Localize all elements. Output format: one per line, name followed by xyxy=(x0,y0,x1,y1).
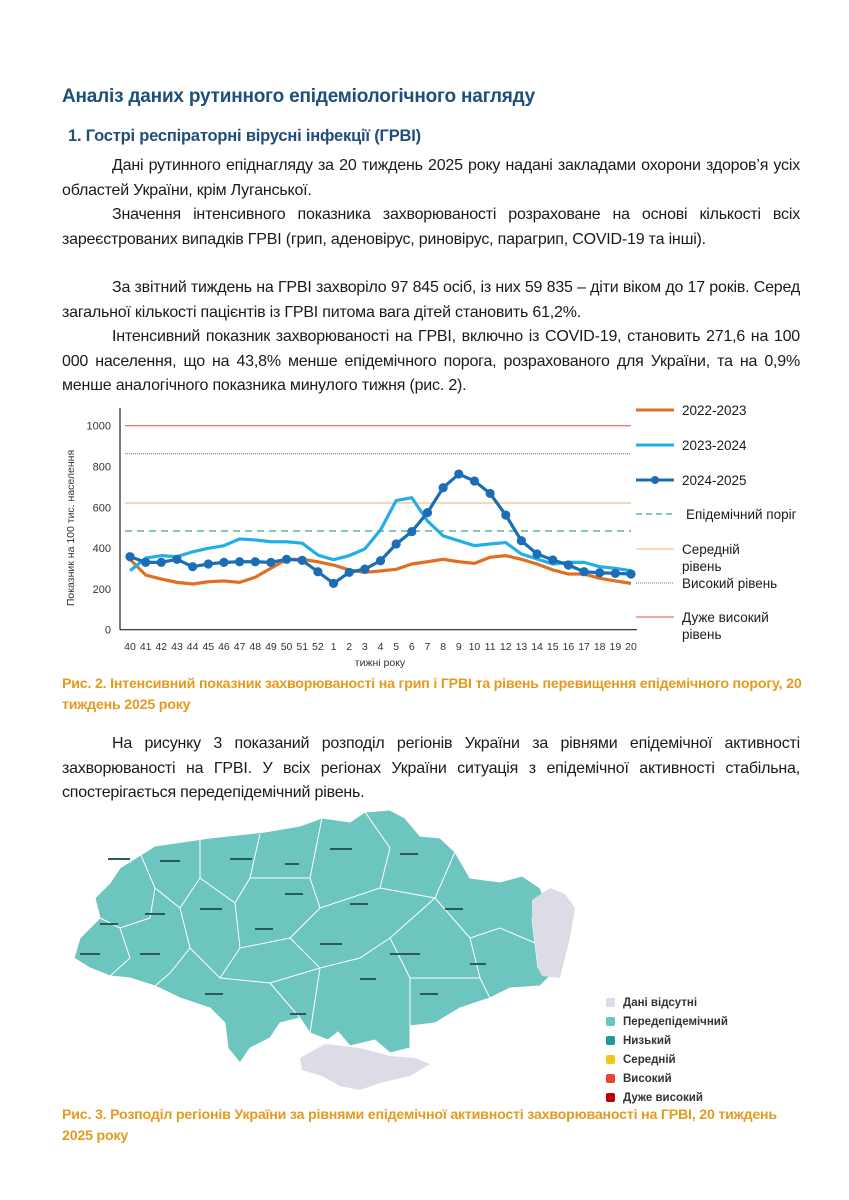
x-tick-label: 4 xyxy=(377,641,384,653)
map-territory-pre-epidemic xyxy=(74,810,550,1063)
paragraph-intensity: Інтенсивний показник захворюваності на ГРВІ, включно із COVID-19, становить 271,6 на 100 000 населення, що на 43,8% менше епідемічного порога, розрахованого для України, та на 0,9% менше аналогічного показника минулого тижня (рис. 2). xyxy=(62,328,800,394)
series-marker xyxy=(266,558,275,567)
x-tick-label: 41 xyxy=(139,641,152,653)
series-marker xyxy=(251,557,260,566)
paragraph-methodology: Значення інтенсивного показника захворюваності розраховане на основі кількості всіх зареєстрованих випадків ГРВІ (грип, аденовірус, риновірус, парагрип, COVID-19 та інші). xyxy=(62,206,800,248)
legend-swatch-purple-dotted-line xyxy=(636,575,676,589)
legend-item-2022-2023: 2022-2023 xyxy=(636,402,747,419)
x-tick-label: 2 xyxy=(346,641,353,653)
series-marker xyxy=(439,483,448,492)
y-tick-label: 200 xyxy=(92,583,111,596)
map-region-no-data-east xyxy=(532,888,575,978)
y-tick-label: 0 xyxy=(104,624,111,637)
series-marker xyxy=(548,555,557,564)
x-tick-label: 43 xyxy=(171,641,183,653)
series-marker xyxy=(376,556,385,565)
x-tick-label: 44 xyxy=(186,641,199,653)
map-legend-swatch-teal xyxy=(606,1036,615,1045)
x-tick-label: 13 xyxy=(515,641,528,653)
legend-swatch-orange-thin-line xyxy=(636,541,676,555)
series-marker xyxy=(298,556,307,565)
map-canvas xyxy=(60,808,580,1093)
series-marker xyxy=(532,549,541,558)
x-tick-label: 18 xyxy=(593,641,606,653)
x-tick-label: 47 xyxy=(233,641,246,653)
series-marker xyxy=(501,510,510,519)
series-marker xyxy=(517,536,526,545)
legend-swatch-orange-line xyxy=(636,402,676,416)
figure2-caption: Рис. 2. Інтенсивний показник захворюваності на грип і ГРВІ та рівень перевищення епідемічного порогу, 20 тиждень 2025 року xyxy=(62,676,802,713)
x-tick-label: 40 xyxy=(124,641,136,653)
series-marker xyxy=(423,508,432,517)
series-marker xyxy=(157,558,166,567)
map-legend-item-very-high: Дуже високий xyxy=(606,1088,728,1107)
y-tick-label: 600 xyxy=(92,502,111,515)
x-tick-label: 49 xyxy=(265,641,277,653)
map-region-no-data-south xyxy=(300,1044,430,1090)
x-tick-label: 17 xyxy=(578,641,590,653)
series-marker xyxy=(125,552,134,561)
legend-swatch-light-blue-line xyxy=(636,437,676,451)
legend-swatch-dark-blue-marker-line xyxy=(636,472,676,486)
x-tick-label: 52 xyxy=(312,641,324,653)
map-legend-item-high: Високий xyxy=(606,1069,728,1088)
x-tick-label: 3 xyxy=(361,641,368,653)
series-marker xyxy=(282,555,291,564)
series-marker xyxy=(485,489,494,498)
series-marker xyxy=(235,557,244,566)
series-marker xyxy=(345,568,354,577)
map-legend-swatch-yellow xyxy=(606,1055,615,1064)
x-tick-label: 10 xyxy=(468,641,481,653)
y-tick-label: 400 xyxy=(92,543,111,556)
paragraph-data-source: Дані рутинного епіднагляду за 20 тиждень 2025 року надані закладами охорони здоров’я усіх областей України, крім Луганської. xyxy=(62,157,800,199)
x-tick-label: 15 xyxy=(546,641,559,653)
map-legend-swatch-light-teal xyxy=(606,1017,615,1026)
map-legend-item-pre-epidemic: Передепідемічний xyxy=(606,1012,728,1031)
x-tick-label: 12 xyxy=(499,641,512,653)
x-tick-label: 19 xyxy=(609,641,622,653)
legend-item-medium-level: Середній рівень xyxy=(636,541,782,575)
x-tick-label: 1 xyxy=(330,641,337,653)
x-tick-label: 42 xyxy=(155,641,168,653)
x-tick-label: 11 xyxy=(484,641,496,653)
paragraph-regional-distribution: На рисунку 3 показаний розподіл регіонів України за рівнями епідемічної активності захворюваності на ГРВІ. У всіх регіонах України ситуація з епідемічної активності стабільна, спостерігається передепідемічний рівень. xyxy=(62,735,800,801)
ukraine-regions-map xyxy=(60,808,580,1093)
page-title: Аналіз даних рутинного епідеміологічного нагляду xyxy=(62,86,536,107)
series-marker xyxy=(219,558,228,567)
x-axis-label: тижні року xyxy=(354,657,406,669)
map-legend xyxy=(606,993,728,1107)
series-marker xyxy=(204,559,213,568)
series-marker xyxy=(595,568,604,577)
x-tick-label: 8 xyxy=(440,641,447,653)
x-tick-label: 9 xyxy=(455,641,462,653)
paragraph-case-counts: За звітний тиждень на ГРВІ захворіло 97 845 осіб, із них 59 835 – діти віком до 17 років. Серед загальної кількості пацієнтів із ГРВІ питома вага дітей становить 61,2%. xyxy=(62,279,800,321)
x-tick-label: 48 xyxy=(249,641,262,653)
series-marker xyxy=(407,527,416,536)
series-marker xyxy=(172,555,181,564)
series-marker xyxy=(313,567,322,576)
x-tick-label: 46 xyxy=(218,641,230,653)
x-tick-label: 16 xyxy=(562,641,575,653)
map-legend-item-medium: Середній xyxy=(606,1050,728,1069)
x-tick-label: 20 xyxy=(625,641,637,653)
map-legend-item-no-data: Дані відсутні xyxy=(606,993,728,1012)
legend-item-2023-2024: 2023-2024 xyxy=(636,437,747,454)
section-heading: 1. Гострі респіраторні вірусні інфекції (ГРВІ) xyxy=(68,127,421,145)
legend-item-epidemic-threshold: Епідемічний поріг xyxy=(636,506,802,523)
y-axis-label: Показник на 100 тис. населення xyxy=(65,449,77,607)
x-tick-label: 51 xyxy=(296,641,309,653)
map-legend-swatch-red xyxy=(606,1074,615,1083)
series-marker xyxy=(454,469,463,478)
legend-item-2024-2025: 2024-2025 xyxy=(636,472,747,489)
series-marker xyxy=(188,562,197,571)
map-legend-swatch-dark-red xyxy=(606,1093,615,1102)
map-legend-swatch-grey xyxy=(606,998,615,1007)
y-tick-label: 1000 xyxy=(86,420,111,433)
x-tick-label: 14 xyxy=(531,641,543,653)
series-marker xyxy=(564,560,573,569)
series-marker xyxy=(626,569,635,578)
series-marker xyxy=(579,567,588,576)
series-marker xyxy=(470,476,479,485)
series-marker xyxy=(329,579,338,588)
series-marker xyxy=(392,539,401,548)
y-tick-label: 800 xyxy=(92,461,111,474)
series-marker xyxy=(141,558,150,567)
x-tick-label: 5 xyxy=(393,641,400,653)
series-marker xyxy=(360,565,369,574)
legend-swatch-red-thin-line xyxy=(636,609,676,623)
figure3-caption: Рис. 3. Розподіл регіонів України за рівнями епідемічної активності захворюваності на ГРВІ, 20 тиждень 2025 року xyxy=(62,1107,777,1144)
legend-swatch-dashed-green-line xyxy=(636,506,676,520)
series-marker xyxy=(611,569,620,578)
x-tick-label: 50 xyxy=(280,641,293,653)
legend-item-very-high-level: Дуже високий рівень xyxy=(636,609,802,643)
legend-item-high-level: Високий рівень xyxy=(636,575,777,592)
x-tick-label: 7 xyxy=(424,641,431,653)
map-legend-item-low: Низький xyxy=(606,1031,728,1050)
x-tick-label: 6 xyxy=(408,641,415,653)
x-tick-label: 45 xyxy=(202,641,215,653)
